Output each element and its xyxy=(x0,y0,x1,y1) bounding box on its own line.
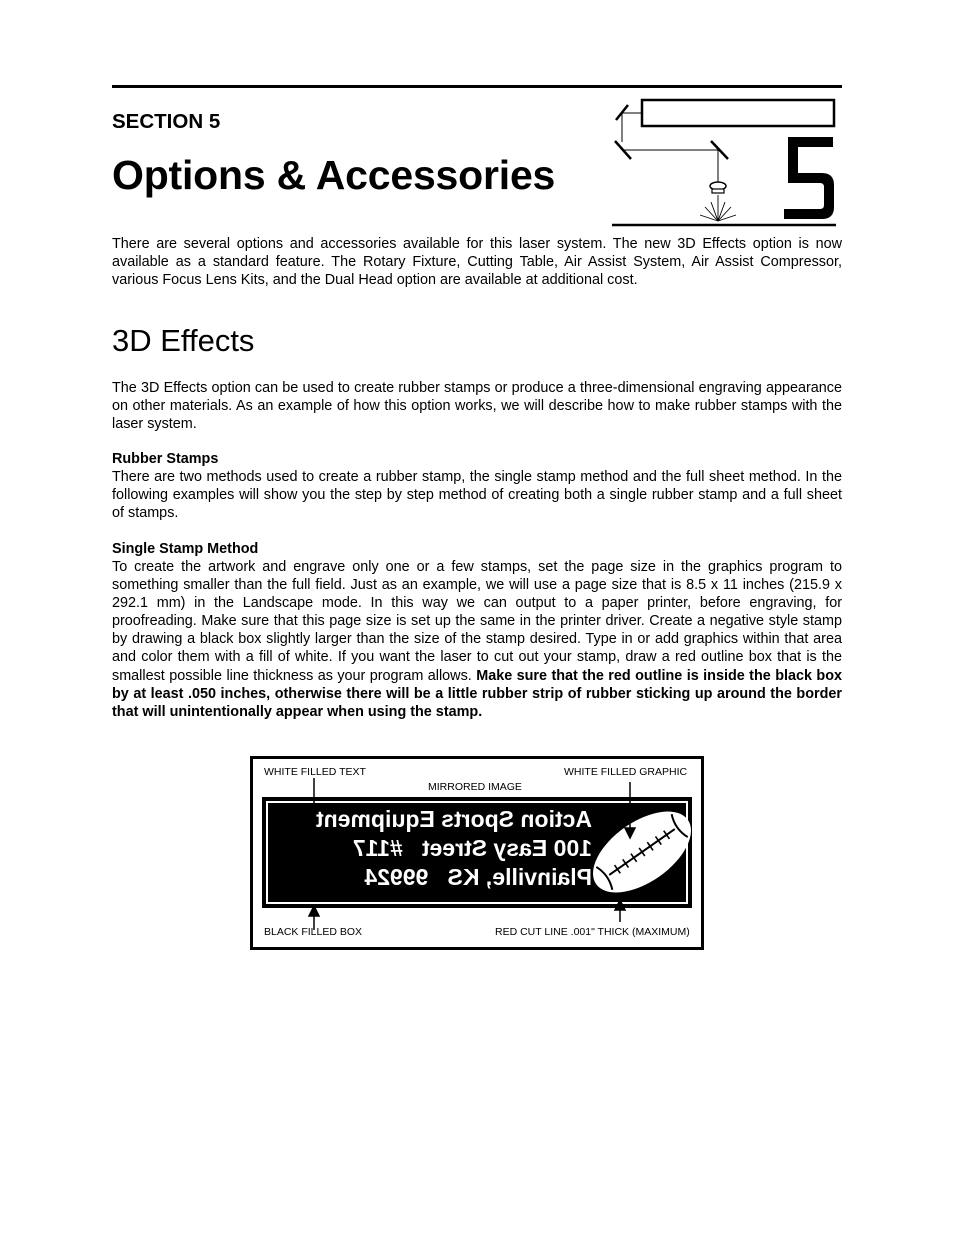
page-title: Options & Accessories xyxy=(112,152,556,198)
top-rule xyxy=(112,85,842,88)
paragraph-3d-effects: The 3D Effects option can be used to create rubber stamps or produce a three-dimensional engraving appearance on other materials. As an example of how this option works, we will describe how to make rubber stamps with the laser system. xyxy=(112,380,842,433)
paragraph-single-stamp-method xyxy=(112,558,842,721)
stamp-line-2: 100 Easy Street #117 xyxy=(352,835,592,861)
paragraph-rubber-stamps: There are two methods used to create a rubber stamp, the single stamp method and the full sheet method. In the following examples will show you the step by step method of creating both a single rubber stamp and a full sheet of stamps. xyxy=(112,469,842,522)
single-stamp-text: To create the artwork and engrave only one or a few stamps, set the page size in the graphics program to something smaller than the full field. Just as an example, we will use a page size that is 8.5 x 11 inches (215.9 x 292.1 mm) in the Landscape mode. In this way we can output to a paper printer, before engraving, for proofreading. Make sure that this page size is set up the same in the printer driver. Create a negative style stamp by drawing a black box slightly larger than the size of the stamp desired. Type in or add graphics within that area and color them with a fill of white. If you want the laser to cut out your stamp, draw a red outline box that is the smallest possible line thickness as your program allows. xyxy=(112,559,842,684)
label-mirrored-image: MIRRORED IMAGE xyxy=(428,781,522,793)
stamp-line-3: Plainville, KS 99924 xyxy=(364,864,592,890)
intro-paragraph: There are several options and accessories available for this laser system. The new 3D Effects option is now available as a standard feature. The Rotary Fixture, Cutting Table, Air Assist System, Air Assist Compressor, various Focus Lens Kits, and the Dual Head option are available at additional cost. xyxy=(112,236,842,289)
label-black-filled-box: BLACK FILLED BOX xyxy=(264,926,363,938)
heading-3d-effects: 3D Effects xyxy=(112,323,255,358)
stamp-line-1: Action Sports Equipment xyxy=(316,806,592,832)
label-red-cut-line: RED CUT LINE .001" THICK (MAXIMUM) xyxy=(495,926,690,938)
heading-rubber-stamps: Rubber Stamps xyxy=(112,451,219,467)
single-stamp-warning: Make sure that the red outline is inside the black box by at least .050 inches, otherwise there will be a little rubber strip of rubber sticking up around the border that will unintentionally appear when using the stamp. xyxy=(112,667,843,720)
numeral-five-icon xyxy=(784,137,834,219)
section-emblem-laser-icon xyxy=(608,95,844,230)
label-white-filled-graphic: WHITE FILLED GRAPHIC xyxy=(564,766,688,778)
section-label: SECTION 5 xyxy=(112,110,221,133)
label-white-filled-text: WHITE FILLED TEXT xyxy=(264,766,366,778)
mirrored-stamp-text xyxy=(268,805,604,893)
heading-single-stamp-method: Single Stamp Method xyxy=(112,541,259,557)
